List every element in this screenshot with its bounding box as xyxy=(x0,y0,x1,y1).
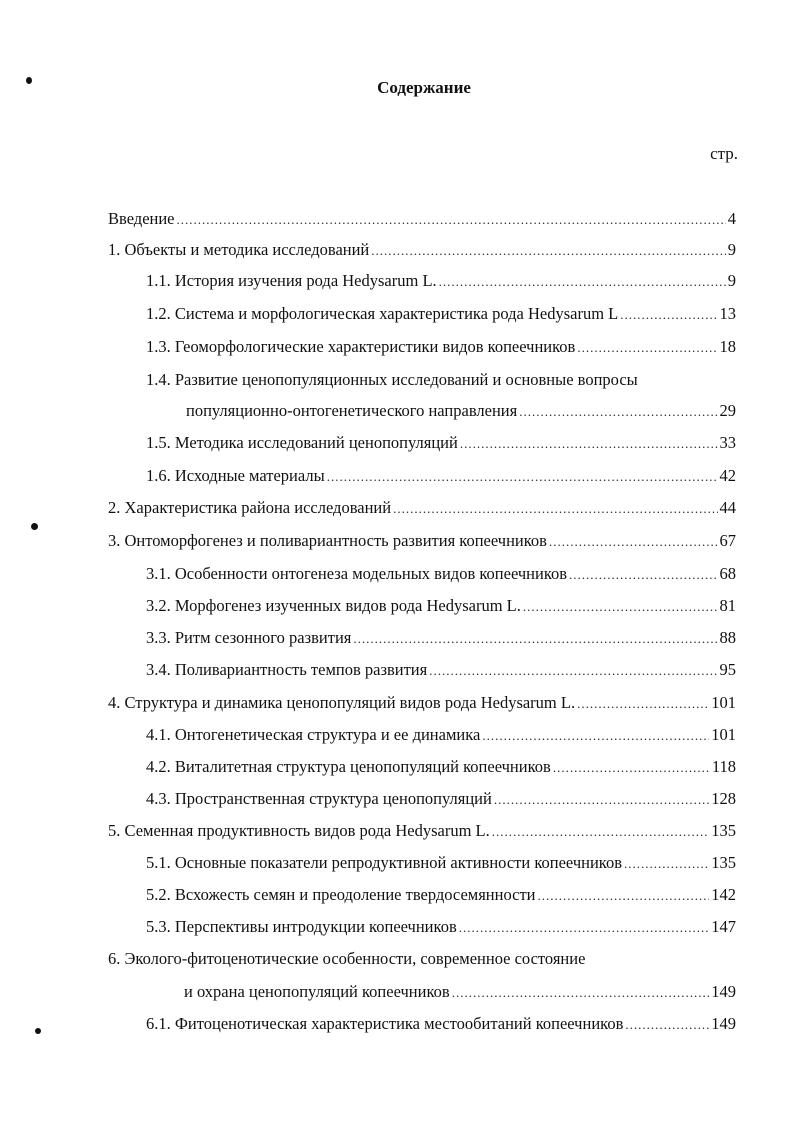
toc-entry-page: 135 xyxy=(711,821,736,840)
leader-dots xyxy=(620,304,717,326)
toc-entry-page: 44 xyxy=(719,498,736,517)
toc-entry-page: 13 xyxy=(719,304,736,323)
leader-dots xyxy=(439,271,726,293)
toc-entry-introduction xyxy=(108,208,736,230)
toc-entry-chapter-3 xyxy=(108,530,736,552)
toc-entry-1-4 xyxy=(186,400,736,422)
toc-entry-chapter-6 xyxy=(184,981,736,1003)
toc-entry-3-3 xyxy=(146,627,736,649)
toc-entry-4-3 xyxy=(146,788,736,810)
toc-entry-page: 29 xyxy=(719,401,736,420)
toc-entry-1-4-line1: 1.4. Развитие ценопопуляционных исследований и основные вопросы xyxy=(146,370,638,389)
toc-entry-title: 3.3. Ритм сезонного развития xyxy=(146,628,352,647)
leader-dots xyxy=(494,789,709,811)
page-title: Содержание xyxy=(377,78,471,97)
toc-entry-title: 3.1. Особенности онтогенеза модельных видов копеечников xyxy=(146,564,568,583)
toc-entry-page: 149 xyxy=(711,982,736,1001)
toc-entry-title: и охрана ценопопуляций копеечников xyxy=(184,982,450,1001)
leader-dots xyxy=(482,725,709,747)
toc-entry-title: 6.1. Фитоценотическая характеристика местообитаний копеечников xyxy=(146,1014,624,1033)
toc-entry-1-2 xyxy=(146,303,736,325)
leader-dots xyxy=(371,240,725,262)
toc-entry-page: 101 xyxy=(711,725,736,744)
leader-dots xyxy=(624,853,709,875)
leader-dots xyxy=(577,337,717,359)
toc-entry-title: 1.1. История изучения рода Hedysarum L. xyxy=(146,271,437,290)
toc-entry-4-2 xyxy=(146,756,736,778)
leader-dots xyxy=(177,209,726,231)
toc-entry-title: Введение xyxy=(108,209,175,228)
toc-entry-page: 67 xyxy=(719,531,736,550)
leader-dots xyxy=(393,498,717,520)
toc-entry-title: 3.2. Морфогенез изученных видов рода Hedysarum L. xyxy=(146,596,521,615)
leader-dots xyxy=(327,466,718,488)
toc-entry-5-1 xyxy=(146,852,736,874)
toc-entry-1-1 xyxy=(146,270,736,292)
toc-entry-title: 4.1. Онтогенетическая структура и ее динамика xyxy=(146,725,481,744)
toc-entry-page: 9 xyxy=(727,240,736,259)
toc-entry-page: 149 xyxy=(711,1014,736,1033)
leader-dots xyxy=(429,660,717,682)
toc-entry-chapter-5 xyxy=(108,820,736,842)
leader-dots xyxy=(523,596,718,618)
toc-entry-title: 4.3. Пространственная структура ценопопуляций xyxy=(146,789,492,808)
toc-entry-page: 147 xyxy=(711,917,736,936)
toc-entry-3-4 xyxy=(146,659,736,681)
toc-entry-4-1 xyxy=(146,724,736,746)
toc-entry-title: 1.2. Система и морфологическая характеристика рода Hedysarum L xyxy=(146,304,619,323)
toc-entry-chapter-6-line1: 6. Эколого-фитоценотические особенности, современное состояние xyxy=(108,949,586,968)
toc-entry-5-2 xyxy=(146,884,736,906)
scan-speck xyxy=(26,77,32,84)
toc-entry-page: 135 xyxy=(711,853,736,872)
toc-entry-title: 1.6. Исходные материалы xyxy=(146,466,325,485)
toc-entry-page: 33 xyxy=(719,433,736,452)
toc-entry-page: 68 xyxy=(719,564,736,583)
toc-entry-chapter-2 xyxy=(108,497,736,519)
toc-entry-title: 4. Структура и динамика ценопопуляций видов рода Hedysarum L. xyxy=(108,693,576,712)
toc-entry-title: 1. Объекты и методика исследований xyxy=(108,240,370,259)
toc-entry-title: 5.3. Перспективы интродукции копеечников xyxy=(146,917,457,936)
toc-entry-1-5 xyxy=(146,432,736,454)
toc-entry-page: 128 xyxy=(711,789,736,808)
leader-dots xyxy=(459,917,710,939)
toc-entry-page: 95 xyxy=(719,660,736,679)
toc-entry-chapter-4 xyxy=(108,692,736,714)
leader-dots xyxy=(492,821,710,843)
toc-entry-3-1 xyxy=(146,563,736,585)
toc-entry-title: 3. Онтоморфогенез и поливариантность развития копеечников xyxy=(108,531,547,550)
leader-dots xyxy=(553,757,710,779)
leader-dots xyxy=(625,1014,709,1036)
toc-entry-title: 4.2. Виталитетная структура ценопопуляций копеечников xyxy=(146,757,551,776)
toc-entry-page: 42 xyxy=(719,466,736,485)
leader-dots xyxy=(452,982,710,1004)
toc-entry-1-6 xyxy=(146,465,736,487)
toc-entry-chapter-1 xyxy=(108,239,736,261)
toc-entry-page: 9 xyxy=(727,271,736,290)
toc-entry-title: 5.2. Всхожесть семян и преодоление твердосемянности xyxy=(146,885,536,904)
leader-dots xyxy=(460,433,718,455)
scan-speck xyxy=(31,523,38,530)
toc-entry-page: 88 xyxy=(719,628,736,647)
toc-entry-3-2 xyxy=(146,595,736,617)
toc-entry-1-3 xyxy=(146,336,736,358)
toc-entry-title: 5. Семенная продуктивность видов рода Hedysarum L. xyxy=(108,821,490,840)
leader-dots xyxy=(549,531,718,553)
toc-entry-page: 101 xyxy=(711,693,736,712)
toc-entry-title: 1.5. Методика исследований ценопопуляций xyxy=(146,433,458,452)
leader-dots xyxy=(569,564,717,586)
toc-entry-title: 3.4. Поливариантность темпов развития xyxy=(146,660,428,679)
leader-dots xyxy=(353,628,717,650)
leader-dots xyxy=(538,885,710,907)
toc-entry-5-3 xyxy=(146,916,736,938)
toc-entry-title: 1.3. Геоморфологические характеристики видов копеечников xyxy=(146,337,576,356)
page-column-label: стр. xyxy=(710,144,738,163)
toc-entry-title: 5.1. Основные показатели репродуктивной активности копеечников xyxy=(146,853,623,872)
toc-entry-page: 81 xyxy=(719,596,736,615)
leader-dots xyxy=(577,693,709,715)
scan-speck xyxy=(35,1028,41,1034)
toc-entry-6-1 xyxy=(146,1013,736,1035)
toc-entry-page: 18 xyxy=(719,337,736,356)
toc-entry-title: 2. Характеристика района исследований xyxy=(108,498,392,517)
toc-entry-title: популяционно-онтогенетического направления xyxy=(186,401,518,420)
toc-entry-page: 4 xyxy=(727,209,736,228)
leader-dots xyxy=(519,401,717,423)
toc-entry-page: 142 xyxy=(711,885,736,904)
toc-entry-page: 118 xyxy=(711,757,736,776)
